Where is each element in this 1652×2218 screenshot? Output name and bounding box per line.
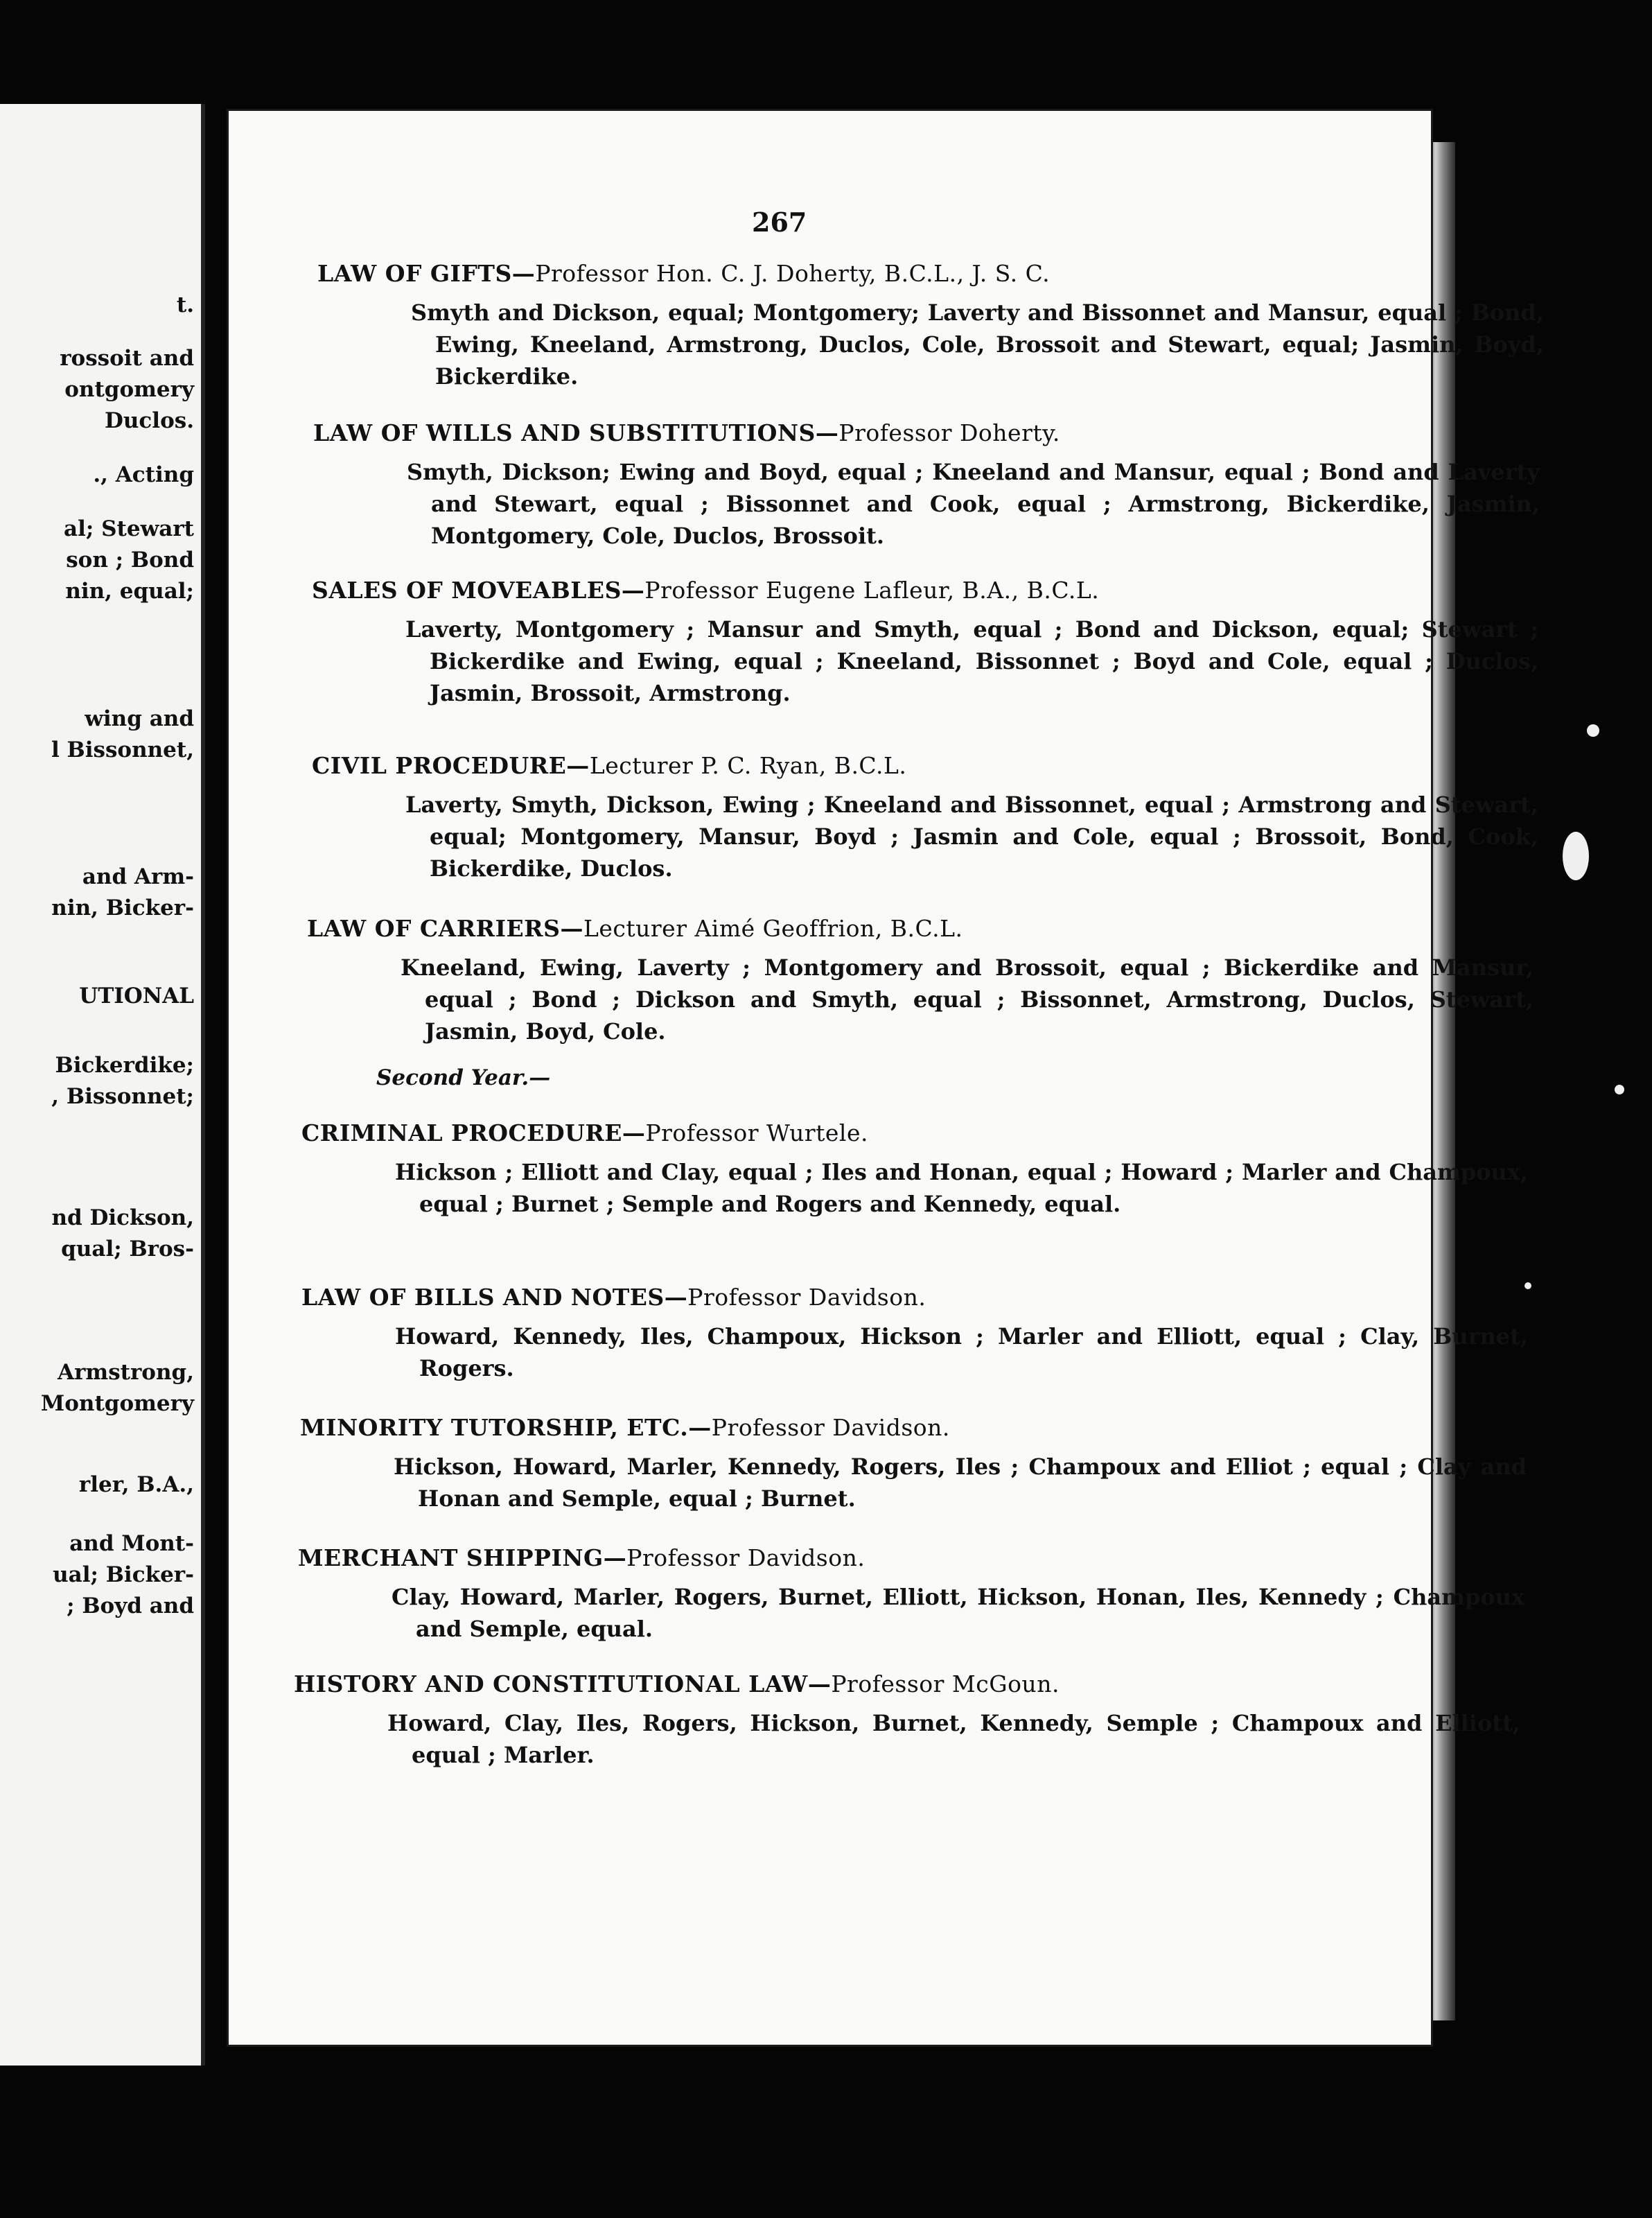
page-number: 267: [752, 207, 807, 238]
section-heading: LAW OF CARRIERS—Lecturer Aimé Geoffrion, B.C.L.: [307, 915, 963, 942]
facing-page-line: ual; Bicker-: [53, 1562, 194, 1587]
section-heading: HISTORY AND CONSTITUTIONAL LAW—Professor McGoun.: [294, 1670, 1060, 1697]
facing-page-line: al; Stewart: [64, 516, 194, 541]
section-sales-of-moveables: [312, 577, 1538, 709]
section-heading: CRIMINAL PROCEDURE—Professor Wurtele.: [301, 1119, 869, 1146]
facing-page-line: ontgomery: [64, 377, 194, 402]
section-heading: LAW OF GIFTS—Professor Hon. C. J. Doherty, B.C.L., J. S. C.: [317, 260, 1051, 287]
section-body: Hickson, Howard, Marler, Kennedy, Rogers, Iles ; Champoux and Elliot ; equal ; Clay and Honan and Semple, equal ; Burnet.: [394, 1453, 1527, 1512]
section-heading: CIVIL PROCEDURE—Lecturer P. C. Ryan, B.C.L.: [312, 752, 907, 779]
facing-page-line: , Bissonnet;: [51, 1084, 194, 1109]
section-body: Hickson ; Elliott and Clay, equal ; Iles and Honan, equal ; Howard ; Marler and Champoux, equal ; Burnet ; Semple and Rogers and Kennedy, equal.: [395, 1159, 1528, 1217]
facing-page-line: t.: [176, 292, 194, 317]
section-minority-tutorship: [300, 1414, 1527, 1514]
section-body: Laverty, Smyth, Dickson, Ewing ; Kneeland and Bissonnet, equal ; Armstrong and Stewart, equal; Montgomery, Mansur, Boyd ; Jasmin and Cole, equal ; Brossoit, Bond, Cook, Bickerdike, Duclos.: [405, 792, 1538, 882]
section-criminal-procedure: [301, 1119, 1528, 1220]
scan-speck: [1587, 724, 1599, 737]
facing-page-line: l Bissonnet,: [51, 737, 194, 762]
facing-page-line: rler, B.A.,: [78, 1472, 194, 1497]
section-heading: SALES OF MOVEABLES—Professor Eugene Lafleur, B.A., B.C.L.: [312, 577, 1100, 604]
section-body: Howard, Clay, Iles, Rogers, Hickson, Burnet, Kennedy, Semple ; Champoux and Elliott, equal ; Marler.: [387, 1710, 1520, 1768]
section-body: Kneeland, Ewing, Laverty ; Montgomery and Brossoit, equal ; Bickerdike and Mansur, equal ; Bond ; Dickson and Smyth, equal ; Bissonnet, Armstrong, Duclos, Stewart, Jasmin, Boyd, Cole.: [401, 954, 1534, 1045]
scan-speck: [1563, 832, 1589, 880]
section-law-of-gifts: [317, 260, 1544, 392]
facing-page-line: and Arm-: [82, 864, 194, 889]
section-history-constitutional-law: [294, 1670, 1520, 1771]
section-heading: MERCHANT SHIPPING—Professor Davidson.: [298, 1544, 865, 1571]
facing-page: [0, 104, 205, 2066]
facing-page-line: wing and: [85, 706, 194, 731]
facing-page-line: nin, equal;: [65, 579, 194, 604]
section-civil-procedure: [312, 752, 1538, 884]
facing-page-line: Montgomery: [40, 1391, 194, 1416]
section-merchant-shipping: [298, 1544, 1524, 1645]
facing-page-line: Armstrong,: [58, 1360, 194, 1385]
facing-page-line: UTIONAL: [79, 984, 194, 1008]
section-heading: LAW OF BILLS AND NOTES—Professor Davidson.: [301, 1284, 926, 1311]
section-law-of-wills: [313, 419, 1540, 552]
section-body: Laverty, Montgomery ; Mansur and Smyth, equal ; Bond and Dickson, equal; Stewart ; Bickerdike and Ewing, equal ; Kneeland, Bissonnet ; Boyd and Cole, equal ; Duclos, Jasmin, Brossoit, Armstrong.: [405, 616, 1538, 706]
facing-page-line: Bickerdike;: [55, 1053, 194, 1078]
facing-page-line: and Mont-: [69, 1531, 194, 1556]
facing-page-line: ; Boyd and: [67, 1593, 194, 1618]
facing-page-line: Duclos.: [105, 408, 194, 433]
section-body: Howard, Kennedy, Iles, Champoux, Hickson ; Marler and Elliott, equal ; Clay, Burnet, Rogers.: [395, 1323, 1528, 1381]
section-body: Smyth and Dickson, equal; Montgomery; Laverty and Bissonnet and Mansur, equal ; Bond, Ewing, Kneeland, Armstrong, Duclos, Cole, Brossoit and Stewart, equal; Jasmin, Boyd, Bickerdike.: [411, 299, 1544, 390]
section-body: Clay, Howard, Marler, Rogers, Burnet, Elliott, Hickson, Honan, Iles, Kennedy ; Champoux and Semple, equal.: [392, 1584, 1524, 1642]
facing-page-line: son ; Bond: [66, 548, 194, 573]
scan-speck: [1524, 1282, 1531, 1289]
facing-page-line: nd Dickson,: [51, 1205, 194, 1230]
facing-page-line: rossoit and: [60, 346, 194, 371]
facing-page-line: ., Acting: [93, 462, 194, 487]
facing-page-line: nin, Bicker-: [51, 896, 194, 920]
section-body: Smyth, Dickson; Ewing and Boyd, equal ; Kneeland and Mansur, equal ; Bond and Laverty and Stewart, equal ; Bissonnet and Cook, equal ; Armstrong, Bickerdike, Jasmin, Montgomery, Cole, Duclos, Brossoit.: [407, 459, 1540, 549]
second-year-subheading: Second Year.—: [376, 1065, 551, 1090]
scan-speck: [1615, 1085, 1624, 1094]
section-law-of-carriers: [307, 915, 1534, 1047]
facing-page-line: qual; Bros-: [61, 1237, 194, 1261]
facing-page-text: [0, 104, 201, 2066]
section-bills-and-notes: [301, 1284, 1528, 1384]
section-heading: MINORITY TUTORSHIP, ETC.—Professor Davidson.: [300, 1414, 950, 1441]
section-heading: LAW OF WILLS AND SUBSTITUTIONS—Professor Doherty.: [313, 419, 1060, 446]
